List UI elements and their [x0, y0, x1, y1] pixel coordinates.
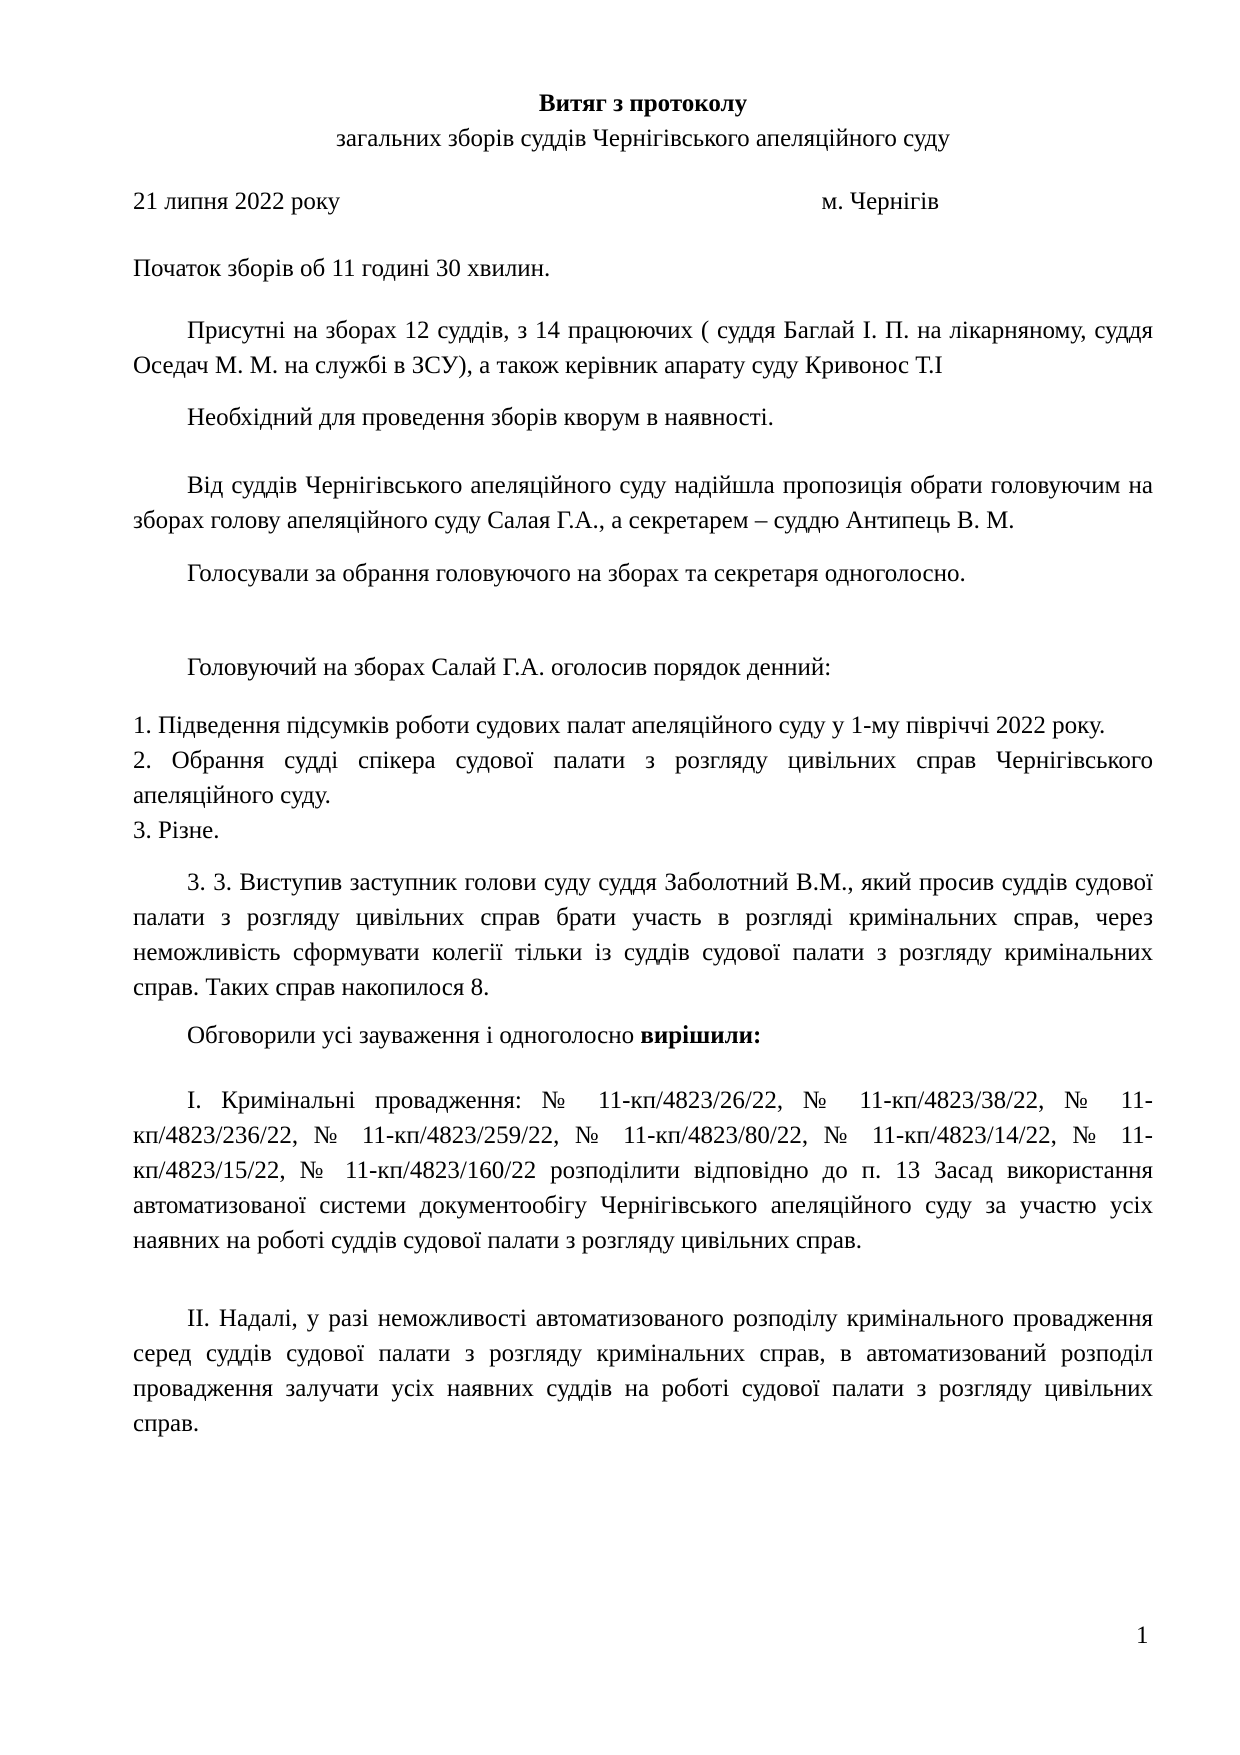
document-title: Витяг з протоколу [538, 90, 748, 117]
agenda-list [133, 708, 1153, 848]
document-city: м. Чернігів [821, 188, 939, 215]
agenda-item-3: 3. Різне. [133, 817, 220, 844]
discussed-decided-word: вирішили: [640, 1022, 762, 1049]
agenda-item-1: 1. Підведення підсумків роботи судових палат апеляційного суду у 1-му півріччі 2022 року. [133, 712, 1106, 739]
paragraph-vote-result: Голосували за обрання головуючого на зборах та секретаря одноголосно. [187, 560, 966, 587]
paragraph-deputy-speech: 3. 3. Виступив заступник голови суду суддя Заболотний В.М., який просив суддів судової палати з розгляду цивільних справ брати участь в розгляді кримінальних справ, через неможливість сформувати колегії тільки із суддів судової палати з розгляду кримінальних справ. Таких справ накопилося 8. [133, 869, 1153, 1001]
paragraph-chair-proposal: Від суддів Чернігівського апеляційного суду надійшла пропозиція обрати головуючим на зборах голову апеляційного суду Салая Г.А., а секретарем – суддю Антипець В. М. [133, 472, 1153, 534]
document-date: 21 липня 2022 року [133, 188, 341, 215]
paragraph-discussed [133, 1018, 1153, 1053]
paragraph-decision-1: І. Кримінальні провадження: № 11-кп/4823/26/22, № 11-кп/4823/38/22, № 11-кп/4823/236/22, № 11-кп/4823/259/22, № 11-кп/4823/80/22, № 11-кп/4823/14/22, № 11-кп/4823/15/22, № 11-кп/4823/160/22 розподілити відповідно до п. 13 Засад використання автоматизованої системи документообігу Чернігівського апеляційного суду за участю усіх наявних на роботі суддів судової палати з розгляду цивільних справ. [133, 1087, 1153, 1254]
paragraph-quorum: Необхідний для проведення зборів кворум в наявності. [187, 404, 774, 431]
date-place-row [133, 184, 1153, 219]
paragraph-agenda-intro: Головуючий на зборах Салай Г.А. оголосив порядок денний: [187, 654, 832, 681]
page-number: 1 [1136, 1622, 1149, 1649]
agenda-item-2: 2. Обрання судді спікера судової палати з розгляду цивільних справ Чернігівського апеляційного суду. [133, 747, 1153, 809]
document-subtitle: загальних зборів суддів Чернігівського апеляційного суду [335, 125, 951, 152]
paragraph-attendees: Присутні на зборах 12 суддів, з 14 працюючих ( суддя Баглай І. П. на лікарняному, суддя Оседач М. М. на службі в ЗСУ), а також керівник апарату суду Кривонос Т.І [133, 317, 1153, 379]
paragraph-start-time: Початок зборів об 11 годині 30 хвилин. [133, 255, 551, 282]
discussed-text: Обговорили усі зауваження і одноголосно [187, 1022, 641, 1049]
paragraph-decision-2: ІІ. Надалі, у разі неможливості автоматизованого розподілу кримінального провадження серед суддів судової палати з розгляду кримінальних справ, в автоматизований розподіл провадження залучати усіх наявних суддів на роботі судової палати з розгляду цивільних справ. [133, 1305, 1153, 1437]
